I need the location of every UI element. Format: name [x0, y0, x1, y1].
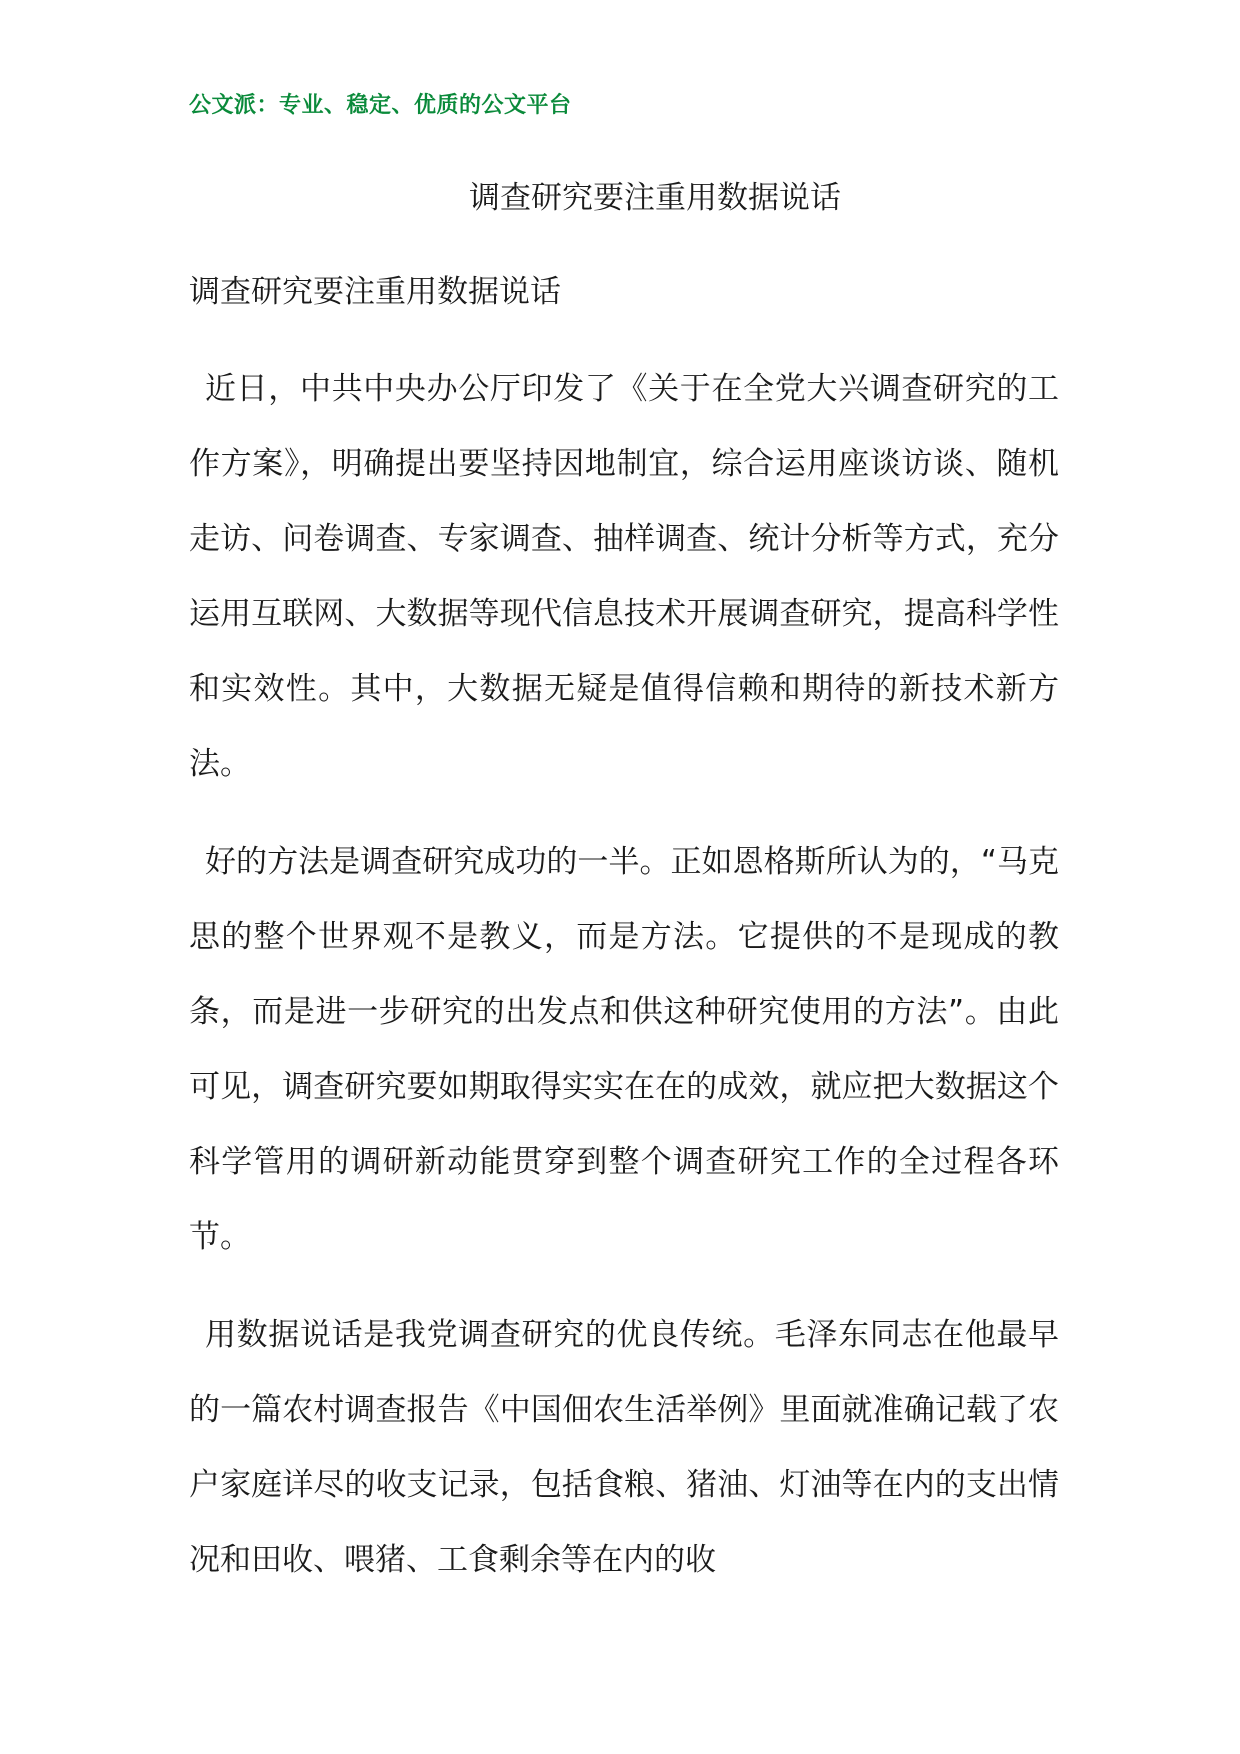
site-banner: 公文派：专业、稳定、优质的公文平台: [189, 93, 572, 118]
paragraph: 近日，中共中央办公厅印发了《关于在全党大兴调查研究的工作方案》，明确提出要坚持因地制宜，综合运用座谈访谈、随机走访、问卷调查、专家调查、抽样调查、统计分析等方式，充分运用互联网、大数据等现代信息技术开展调查研究，提高科学性和实效性。其中，大数据无疑是值得信赖和期待的新技术新方法。: [189, 371, 1059, 782]
paragraph: 好的方法是调查研究成功的一半。正如恩格斯所认为的，“马克思的整个世界观不是教义，而是方法。它提供的不是现成的教条，而是进一步研究的出发点和供这种研究使用的方法”。由此可见，调查研究要如期取得实实在在的成效，就应把大数据这个科学管用的调研新动能贯穿到整个调查研究工作的全过程各环节。: [189, 844, 1059, 1255]
document-title: 调查研究要注重用数据说话: [469, 180, 841, 216]
document-subtitle: 调查研究要注重用数据说话: [189, 274, 561, 310]
paragraph: 用数据说话是我党调查研究的优良传统。毛泽东同志在他最早的一篇农村调查报告《中国佃农生活举例》里面就准确记载了农户家庭详尽的收支记录，包括食粮、猪油、灯油等在内的支出情况和田收、喂猪、工食剩余等在内的收: [189, 1317, 1059, 1578]
document-body: [189, 352, 1059, 1621]
